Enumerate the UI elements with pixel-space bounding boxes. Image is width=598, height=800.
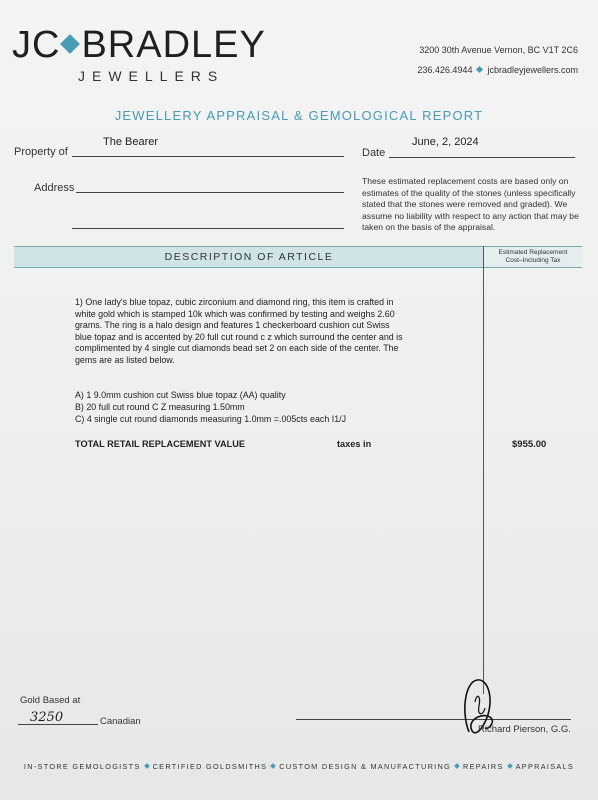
gem-item: B) 20 full cut round C Z measuring 1.50mm [75, 402, 245, 412]
gem-item: A) 1 9.0mm cushion cut Swiss blue topaz (AA) quality [75, 390, 286, 400]
diamond-icon [454, 763, 460, 769]
address-line-2 [72, 228, 344, 229]
logo-bradley: BRADLEY [81, 24, 266, 66]
logo-subtitle: JEWELLERS [78, 68, 225, 84]
signature-line [296, 719, 571, 720]
gem-item: C) 4 single cut round diamonds measuring 1.0mm =.005cts each I1/J [75, 414, 347, 424]
cost-header: Estimated Replacement Cost–Including Tax [484, 246, 582, 268]
contact-info [417, 40, 578, 80]
footer-services: IN-STORE GEMOLOGISTS CERTIFIED GOLDSMITHS CUSTOM DESIGN & MANUFACTURING REPAIRS APPRAISALS [23, 762, 575, 771]
date-line [389, 157, 575, 158]
column-divider [483, 246, 484, 694]
taxes-note: taxes in [337, 439, 372, 449]
total-amount: $955.00 [512, 439, 547, 450]
gem-list [75, 389, 346, 425]
store-address: 3200 30th Avenue Vernon, BC V1T 2C6 [419, 45, 578, 55]
address-line-1 [76, 192, 344, 193]
gold-line [18, 724, 98, 725]
company-logo [12, 26, 266, 84]
date-label: Date [362, 147, 386, 159]
address-label: Address [34, 182, 75, 194]
phone-number: 236.426.4944 [417, 65, 473, 75]
property-label: Property of [14, 146, 68, 158]
gold-value: 3250 [30, 710, 64, 725]
signature-name: Richard Pierson, G.G. [478, 724, 571, 735]
disclaimer-text: These estimated replacement costs are based only on estimates of the quality of the stones (unless specifically stated that the stones were removed and graded). We assume no liability with respect to any action that may be taken on the basis of the appraisal. [362, 176, 579, 233]
article-description: 1) One lady's blue topaz, cubic zirconium and diamond ring, this item is crafted in white gold which is stamped 10k which was confirmed by testing and weighs 2.60 grams. The ring is a halo design and features 1 checkerboard cushion cut Swiss blue topaz and is accented by 20 full cut round c z which surround the center and is complimented by 4 single cut diamonds bead set 2 on each side of the center. The gems are as listed below. [75, 297, 403, 365]
report-title: JEWELLERY APPRAISAL & GEMOLOGICAL REPORT [114, 108, 484, 123]
property-line [72, 156, 344, 157]
description-header: DESCRIPTION OF ARTICLE [14, 246, 484, 268]
diamond-icon [61, 34, 81, 54]
logo-jc: JC [12, 24, 61, 66]
gold-currency: Canadian [100, 716, 141, 727]
website: jcbradleyjewellers.com [487, 65, 578, 75]
diamond-icon [476, 66, 483, 73]
gold-label: Gold Based at [20, 695, 81, 706]
date-value: June, 2, 2024 [412, 136, 479, 148]
diamond-icon [507, 763, 513, 769]
diamond-icon [270, 763, 276, 769]
total-label: TOTAL RETAIL REPLACEMENT VALUE [75, 439, 245, 449]
diamond-icon [144, 763, 150, 769]
property-value: The Bearer [103, 136, 159, 148]
